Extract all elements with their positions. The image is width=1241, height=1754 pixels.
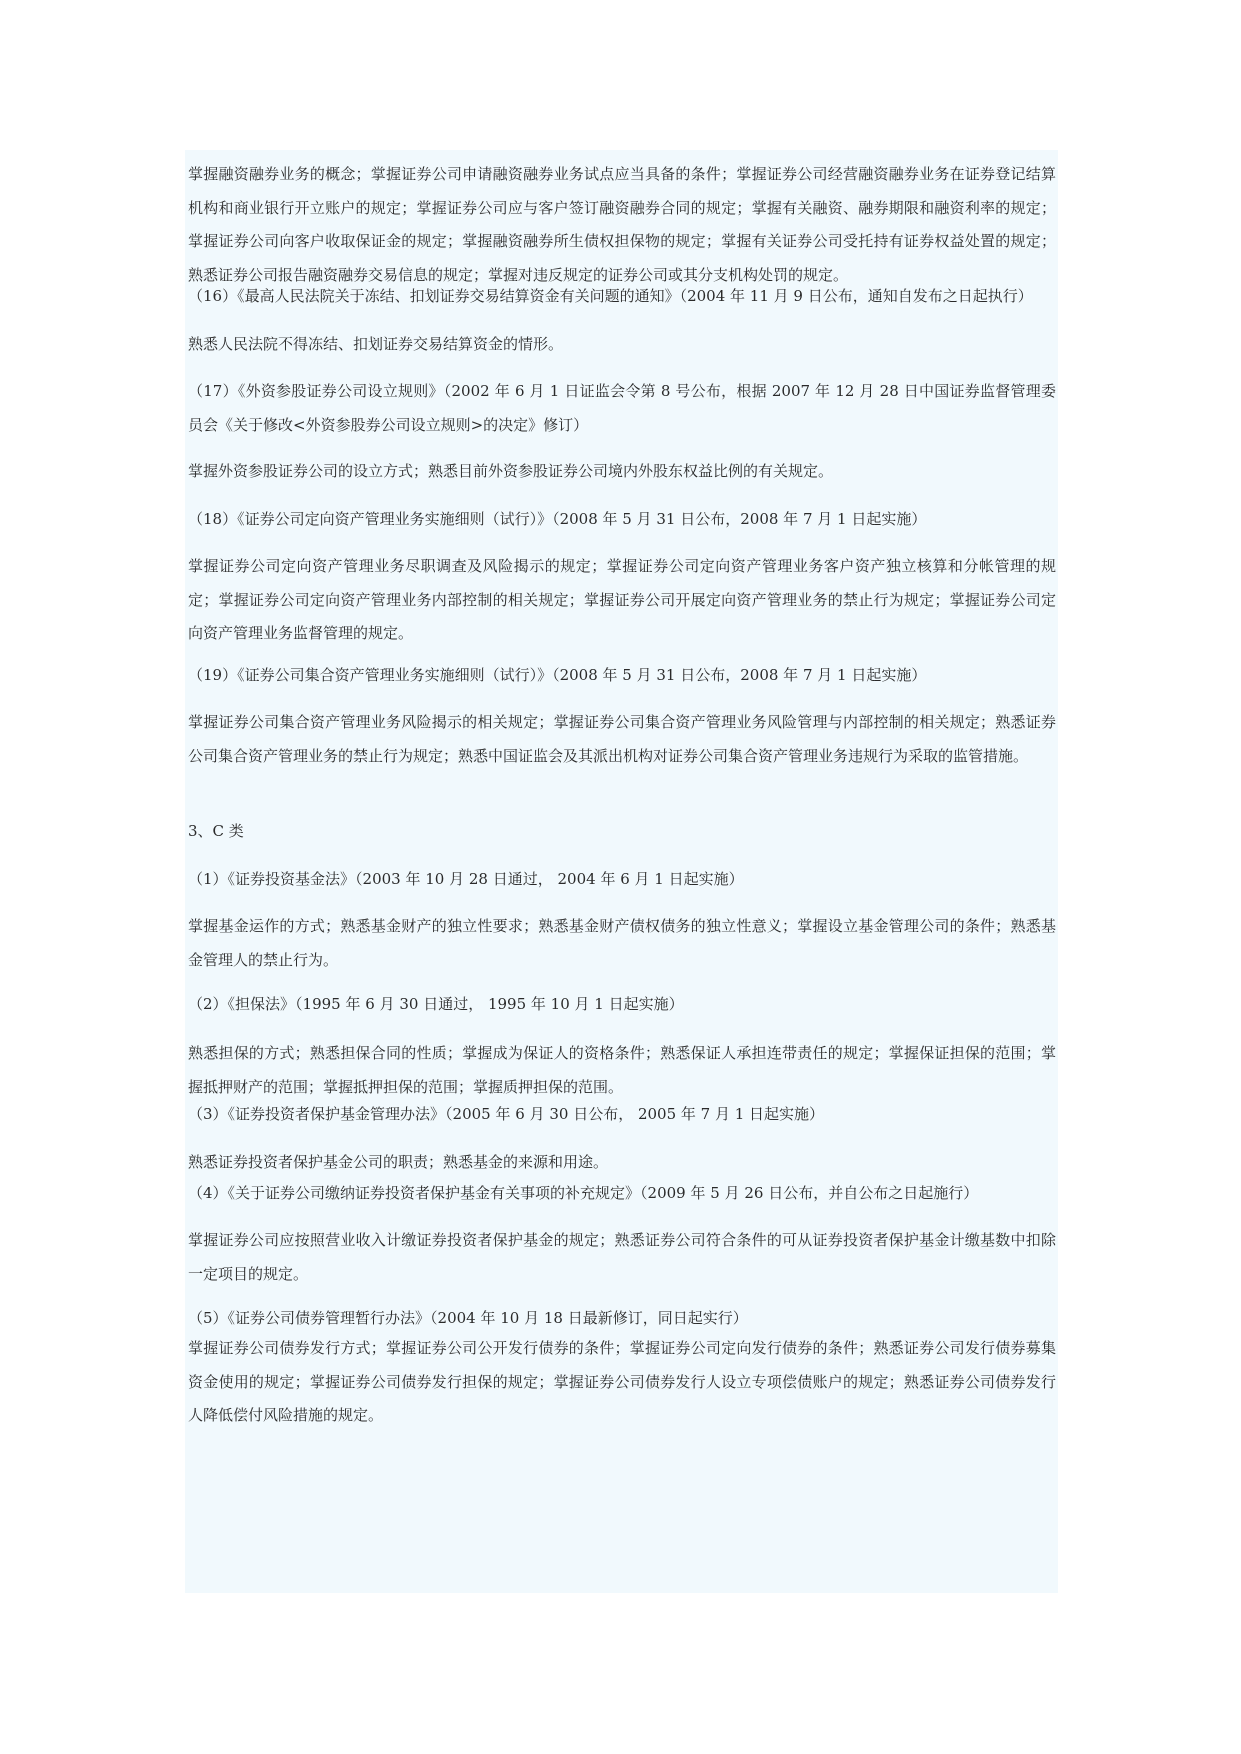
heading-c-item-1: （1）《证券投资基金法》（2003 年 10 月 28 日通过， 2004 年 6 月 1 日起实施） [188,870,744,888]
heading-item-16: （16）《最高人民法院关于冻结、扣划证券交易结算资金有关问题的通知》（2004 年 11 月 9 日公布，通知自发布之日起执行） [188,287,1033,305]
heading-c-item-4: （4）《关于证券公司缴纳证券投资者保护基金有关事项的补充规定》（2009 年 5 月 26 日公布，并自公布之日起施行） [188,1184,979,1202]
paragraph-item-19: 掌握证券公司集合资产管理业务风险揭示的相关规定；掌握证券公司集合资产管理业务风险管理与内部控制的相关规定；熟悉证券公司集合资产管理业务的禁止行为规定；熟悉中国证监会及其派出机构对证券公司集合资产管理业务违规行为采取的监管措施。 [188,713,1056,765]
paragraph-c-item-2: 熟悉担保的方式；熟悉担保合同的性质；掌握成为保证人的资格条件；熟悉保证人承担连带责任的规定；掌握保证担保的范围；掌握抵押财产的范围；掌握抵押担保的范围；掌握质押担保的范围。 [188,1044,1056,1096]
paragraph-c-item-5: 掌握证券公司债券发行方式；掌握证券公司公开发行债券的条件；掌握证券公司定向发行债券的条件；熟悉证券公司发行债券募集资金使用的规定；掌握证券公司债券发行担保的规定；掌握证券公司债券发行人设立专项偿债账户的规定；熟悉证券公司债券发行人降低偿付风险措施的规定。 [188,1339,1056,1424]
paragraph-c-item-4: 掌握证券公司应按照营业收入计缴证券投资者保护基金的规定；熟悉证券公司符合条件的可从证券投资者保护基金计缴基数中扣除一定项目的规定。 [188,1231,1056,1283]
paragraph-item-16: 熟悉人民法院不得冻结、扣划证券交易结算资金的情形。 [188,335,564,353]
heading-item-17: （17）《外资参股证券公司设立规则》（2002 年 6 月 1 日证监会令第 8 号公布，根据 2007 年 12 月 28 日中国证券监督管理委员会《关于修改<外资参股券公司设立规则>的决定》修订） [188,382,1056,434]
paragraph-margin-trading-requirements: 掌握融资融券业务的概念；掌握证券公司申请融资融券业务试点应当具备的条件；掌握证券公司经营融资融券业务在证券登记结算机构和商业银行开立账户的规定；掌握证券公司应与客户签订融资融券合同的规定；掌握有关融资、融券期限和融资利率的规定；掌握证券公司向客户收取保证金的规定；掌握融资融券所生债权担保物的规定；掌握有关证券公司受托持有证券权益处置的规定；熟悉证券公司报告融资融券交易信息的规定；掌握对违反规定的证券公司或其分支机构处罚的规定。 [188,165,1056,284]
section-heading-c: 3、C 类 [188,822,244,840]
heading-item-18: （18）《证券公司定向资产管理业务实施细则（试行）》（2008 年 5 月 31 日公布，2008 年 7 月 1 日起实施） [188,510,927,528]
paragraph-item-18: 掌握证券公司定向资产管理业务尽职调查及风险揭示的规定；掌握证券公司定向资产管理业务客户资产独立核算和分帐管理的规定；掌握证券公司定向资产管理业务内部控制的相关规定；掌握证券公司开展定向资产管理业务的禁止行为规定；掌握证券公司定向资产管理业务监督管理的规定。 [188,557,1056,642]
heading-c-item-2: （2）《担保法》（1995 年 6 月 30 日通过， 1995 年 10 月 1 日起实施） [188,995,684,1013]
paragraph-item-17: 掌握外资参股证券公司的设立方式；熟悉目前外资参股证券公司境内外股东权益比例的有关规定。 [188,462,834,480]
heading-c-item-5: （5）《证券公司债券管理暂行办法》（2004 年 10 月 18 日最新修订，同日起实行） [188,1309,748,1327]
paragraph-c-item-1: 掌握基金运作的方式；熟悉基金财产的独立性要求；熟悉基金财产债权债务的独立性意义；掌握设立基金管理公司的条件；熟悉基金管理人的禁止行为。 [188,917,1056,969]
heading-c-item-3: （3）《证券投资者保护基金管理办法》（2005 年 6 月 30 日公布， 2005 年 7 月 1 日起实施） [188,1105,825,1123]
paragraph-c-item-3: 熟悉证券投资者保护基金公司的职责；熟悉基金的来源和用途。 [188,1153,609,1171]
heading-item-19: （19）《证券公司集合资产管理业务实施细则（试行）》（2008 年 5 月 31 日公布，2008 年 7 月 1 日起实施） [188,666,927,684]
